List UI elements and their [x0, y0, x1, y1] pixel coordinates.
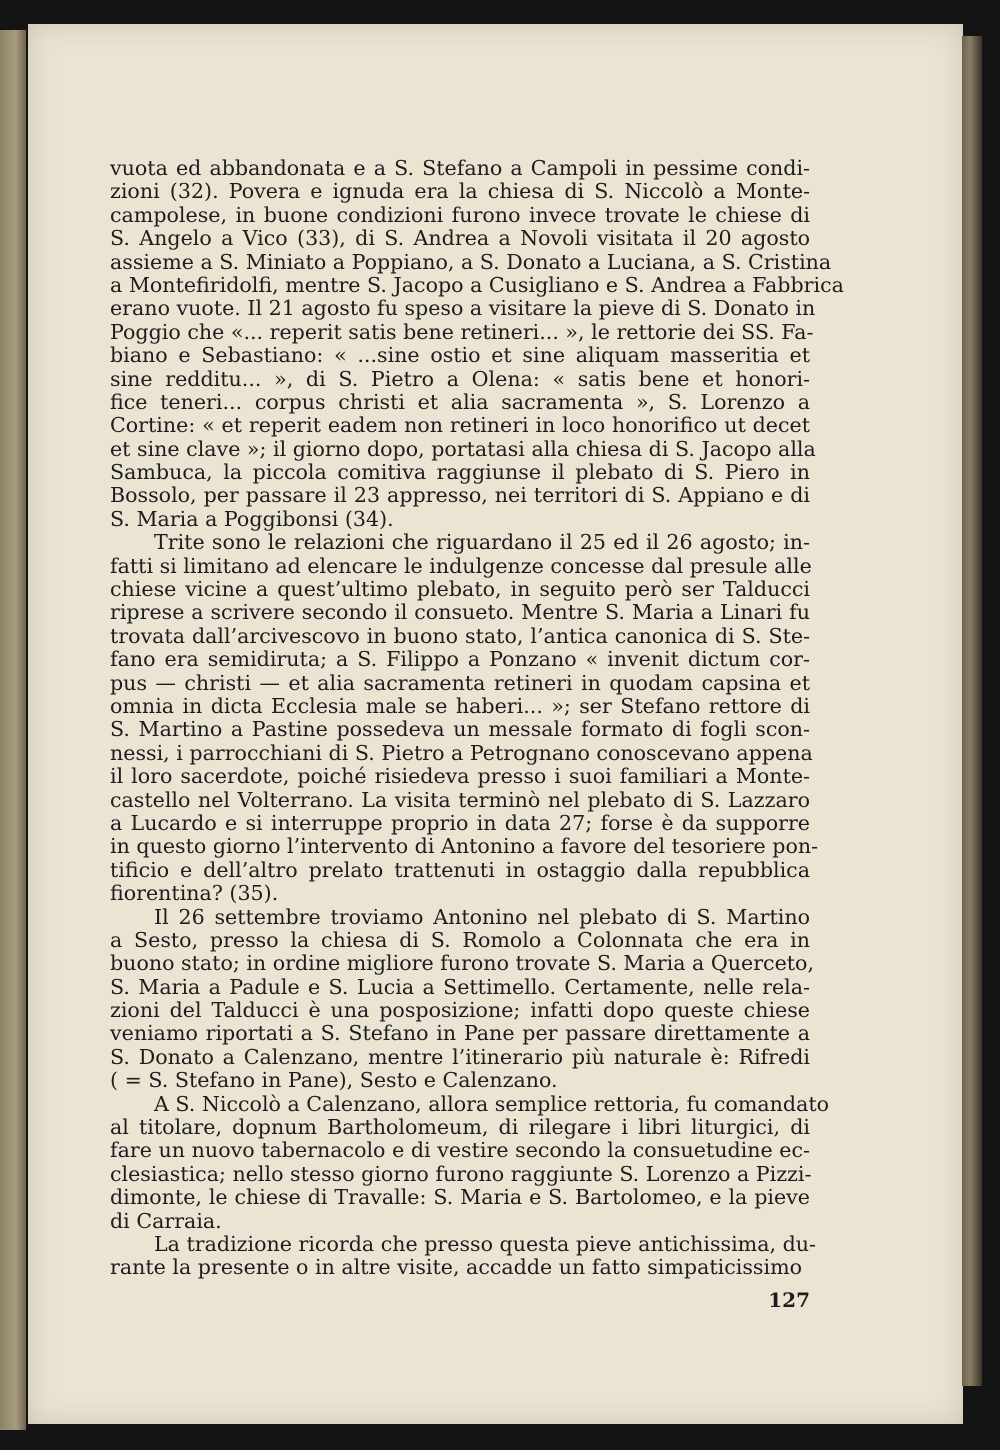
text-line: Il 26 settembre troviamo Antonino nel plebato di S. Martino [154, 904, 810, 929]
paragraph [110, 530, 819, 906]
facing-page-edge [0, 30, 26, 1430]
text-line: fiorentina? (35). [110, 881, 279, 906]
text-line: a Sesto, presso la chiesa di S. Romolo a Colonnata che era in [110, 927, 810, 952]
text-line: a Lucardo e si interruppe proprio in data 27; forse è da supporre [110, 810, 810, 835]
text-line: sine redditu... », di S. Pietro a Olena: « satis bene et honori- [110, 366, 810, 391]
paragraph [110, 1231, 816, 1280]
text-line: S. Maria a Padule e S. Lucia a Settimello. Certamente, nelle rela- [110, 974, 810, 999]
paragraph [110, 156, 844, 531]
paragraph [110, 1091, 830, 1233]
text-line: veniamo riportati a S. Stefano in Pane per passare direttamente a [110, 1021, 810, 1046]
page-stack-edge [962, 36, 982, 1386]
text-line: biano e Sebastiano: « ...sine ostio et sine aliquam masseritia et [110, 343, 810, 368]
text-line: Sambuca, la piccola comitiva raggiunse il plebato di S. Piero in [110, 460, 810, 485]
text-line: fatti si limitano ad elencare le indulgenze concesse dal presule alle [110, 553, 812, 578]
text-line: campolese, in buone condizioni furono invece trovate le chiese di [110, 202, 810, 227]
page-number: 127 [768, 1288, 810, 1312]
text-line: a Montefiridolfi, mentre S. Jacopo a Cusigliano e S. Andrea a Fabbrica [110, 272, 844, 297]
text-line: zioni del Talducci è una posposizione; infatti dopo queste chiese [110, 998, 810, 1023]
text-line: in questo giorno l’intervento di Antonino a favore del tesoriere pon- [110, 834, 819, 859]
text-line: erano vuote. Il 21 agosto fu speso a visitare la pieve di S. Donato in [110, 296, 816, 321]
text-line: clesiastica; nello stesso giorno furono raggiunte S. Lorenzo a Pizzi- [110, 1161, 812, 1186]
text-line: A S. Niccolò a Calenzano, allora semplice rettoria, fu comandato [154, 1091, 830, 1116]
text-line: chiese vicine a quest’ultimo plebato, in seguito però ser Talducci [110, 577, 810, 602]
text-line: trovata dall’arcivescovo in buono stato, l’antica canonica di S. Ste- [110, 623, 810, 648]
text-line: dimonte, le chiese di Travalle: S. Maria e S. Bartolomeo, e la pieve [110, 1185, 810, 1210]
text-line: fano era semidiruta; a S. Filippo a Ponzano « invenit dictum cor- [110, 647, 810, 672]
text-line: et sine clave »; il giorno dopo, portatasi alla chiesa di S. Jacopo alla [110, 436, 816, 461]
text-line: fice teneri... corpus christi et alia sacramenta », S. Lorenzo a [110, 389, 810, 414]
text-line: pus — christi — et alia sacramenta retineri in quodam capsina et [110, 670, 810, 695]
text-line: Cortine: « et reperit eadem non retineri in loco honorifico ut decet [110, 413, 810, 438]
body-text [110, 156, 844, 1280]
text-line: il loro sacerdote, poiché risiedeva presso i suoi familiari a Monte- [110, 764, 810, 789]
text-line: Bossolo, per passare il 23 appresso, nei territori di S. Appiano e di [110, 483, 810, 508]
text-line: S. Martino a Pastine possedeva un messale formato di fogli scon- [110, 717, 810, 742]
text-line: fare un nuovo tabernacolo e di vestire secondo la consuetudine ec- [110, 1138, 810, 1163]
text-line: buono stato; in ordine migliore furono trovate S. Maria a Querceto, [110, 951, 814, 976]
text-line: vuota ed abbandonata e a S. Stefano a Campoli in pessime condi- [110, 156, 810, 180]
text-line: al titolare, dopnum Bartholomeum, di rilegare i libri liturgici, di [110, 1115, 810, 1140]
text-line: ( = S. Stefano in Pane), Sesto e Calenzano. [110, 1068, 558, 1093]
text-line: nessi, i parrocchiani di S. Pietro a Petrognano conoscevano appena [110, 740, 813, 765]
text-line: Poggio che «... reperit satis bene retineri... », le rettorie dei SS. Fa- [110, 319, 814, 344]
text-line: tificio e dell’altro prelato trattenuti in ostaggio dalla repubblica [110, 857, 810, 882]
text-line: zioni (32). Povera e ignuda era la chiesa di S. Niccolò a Monte- [110, 179, 810, 204]
text-line: S. Angelo a Vico (33), di S. Andrea a Novoli visitata il 20 agosto [110, 226, 810, 251]
text-line: castello nel Volterrano. La visita terminò nel plebato di S. Lazzaro [110, 787, 810, 812]
text-line: omnia in dicta Ecclesia male se haberi... »; ser Stefano rettore di [110, 693, 810, 718]
text-line: La tradizione ricorda che presso questa pieve antichissima, du- [154, 1231, 816, 1256]
paragraph [110, 904, 814, 1093]
text-line: riprese a scrivere secondo il consueto. Mentre S. Maria a Linari fu [110, 600, 810, 625]
text-line: S. Maria a Poggibonsi (34). [110, 506, 394, 531]
text-line: S. Donato a Calenzano, mentre l’itinerario più naturale è: Rifredi [110, 1044, 810, 1069]
text-line: rante la presente o in altre visite, accadde un fatto simpaticissimo [110, 1255, 803, 1280]
text-line: Trite sono le relazioni che riguardano il 25 ed il 26 agosto; in- [154, 530, 810, 555]
text-line: assieme a S. Miniato a Poppiano, a S. Donato a Luciana, a S. Cristina [110, 249, 832, 274]
text-line: di Carraia. [110, 1208, 222, 1233]
